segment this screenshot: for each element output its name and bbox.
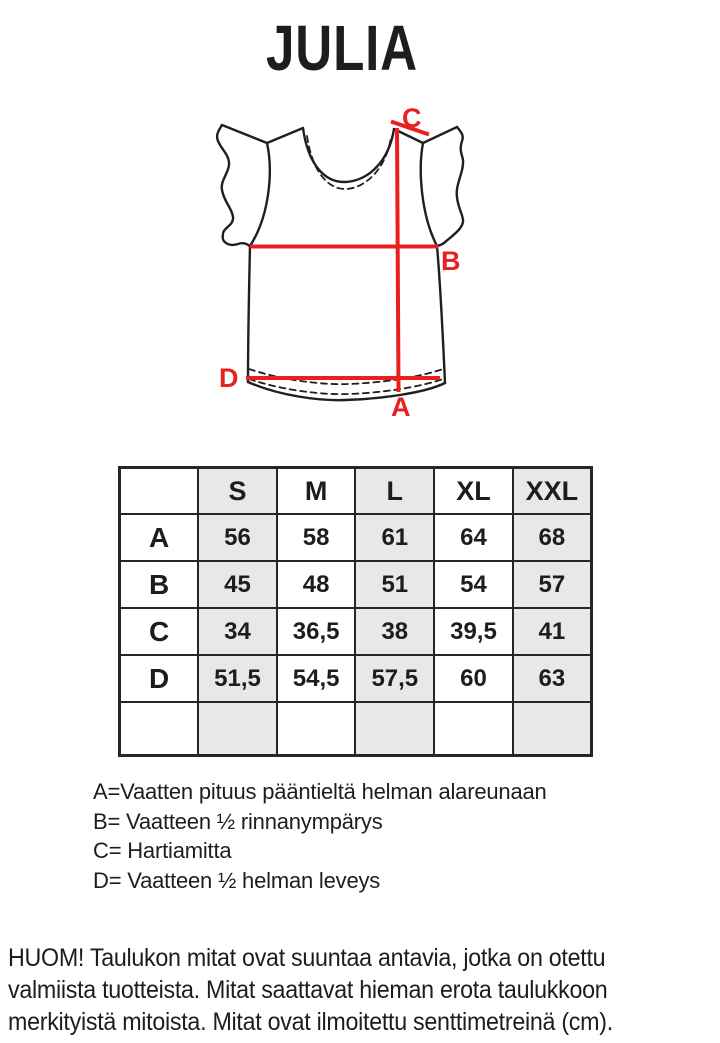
row-label-empty xyxy=(120,702,199,756)
cell-empty-m xyxy=(277,702,356,756)
cell-d-m: 54,5 xyxy=(277,655,356,702)
cell-d-xl: 60 xyxy=(434,655,513,702)
table-row xyxy=(120,514,592,561)
cell-empty-s xyxy=(198,702,277,756)
table-row-empty xyxy=(120,702,592,756)
cell-b-m: 48 xyxy=(277,561,356,608)
size-chart-table xyxy=(118,466,593,757)
sleeve-right-icon xyxy=(437,127,463,246)
neckline-icon xyxy=(303,128,394,182)
note-line: valmiista tuotteista. Mitat saattavat hieman erota taulukkoon xyxy=(8,976,608,1004)
note-line: HUOM! Taulukon mitat ovat suuntaa antavia, jotka on otettu xyxy=(8,944,606,972)
header-cell-s: S xyxy=(198,468,277,515)
measurement-note xyxy=(8,942,715,1038)
table-header-row xyxy=(120,468,592,515)
measure-label-d: D xyxy=(219,363,239,393)
header-cell-xl: XL xyxy=(434,468,513,515)
cell-b-xl: 54 xyxy=(434,561,513,608)
measurement-legend xyxy=(93,777,547,895)
cell-a-xxl: 68 xyxy=(513,514,592,561)
body-side-left-icon xyxy=(248,246,250,382)
cell-c-m: 36,5 xyxy=(277,608,356,655)
cell-d-s: 51,5 xyxy=(198,655,277,702)
legend-line-a: A=Vaatten pituus pääntieltä helman alareunaan xyxy=(93,779,547,804)
table-row xyxy=(120,655,592,702)
cell-b-l: 51 xyxy=(355,561,434,608)
header-cell-xxl: XXL xyxy=(513,468,592,515)
page-title: JULIA xyxy=(266,12,418,84)
row-label-a: A xyxy=(120,514,199,561)
sleeve-left-icon xyxy=(217,125,250,246)
cell-d-l: 57,5 xyxy=(355,655,434,702)
cell-c-l: 38 xyxy=(355,608,434,655)
legend-line-b: B= Vaatteen ½ rinnanympärys xyxy=(93,808,383,834)
measure-label-b: B xyxy=(441,246,461,276)
cell-c-xl: 39,5 xyxy=(434,608,513,655)
cell-c-xxl: 41 xyxy=(513,608,592,655)
row-label-d: D xyxy=(120,655,199,702)
header-cell-m: M xyxy=(277,468,356,515)
cell-empty-xl xyxy=(434,702,513,756)
cell-b-s: 45 xyxy=(198,561,277,608)
header-cell-blank xyxy=(120,468,199,515)
cell-a-xl: 64 xyxy=(434,514,513,561)
cell-a-l: 61 xyxy=(355,514,434,561)
armhole-right-icon xyxy=(421,143,437,246)
cell-b-xxl: 57 xyxy=(513,561,592,608)
table-row xyxy=(120,561,592,608)
measure-line-a xyxy=(397,128,399,392)
shoulder-seam-left-icon xyxy=(222,125,303,143)
legend-line-d: D= Vaatteen ½ helman leveys xyxy=(93,867,381,893)
measure-label-c: C xyxy=(402,103,422,133)
note-line: merkityistä mitoista. Mitat ovat ilmoitettu senttimetreinä (cm). xyxy=(8,1008,613,1036)
cell-a-m: 58 xyxy=(277,514,356,561)
cell-c-s: 34 xyxy=(198,608,277,655)
row-label-c: C xyxy=(120,608,199,655)
measure-label-a: A xyxy=(391,392,411,422)
cell-empty-l xyxy=(355,702,434,756)
cell-empty-xxl xyxy=(513,702,592,756)
tshirt-measurement-diagram xyxy=(0,0,720,460)
row-label-b: B xyxy=(120,561,199,608)
armhole-left-icon xyxy=(250,143,270,246)
header-cell-l: L xyxy=(355,468,434,515)
cell-a-s: 56 xyxy=(198,514,277,561)
cell-d-xxl: 63 xyxy=(513,655,592,702)
legend-line-c: C= Hartiamitta xyxy=(93,838,232,863)
table-row xyxy=(120,608,592,655)
